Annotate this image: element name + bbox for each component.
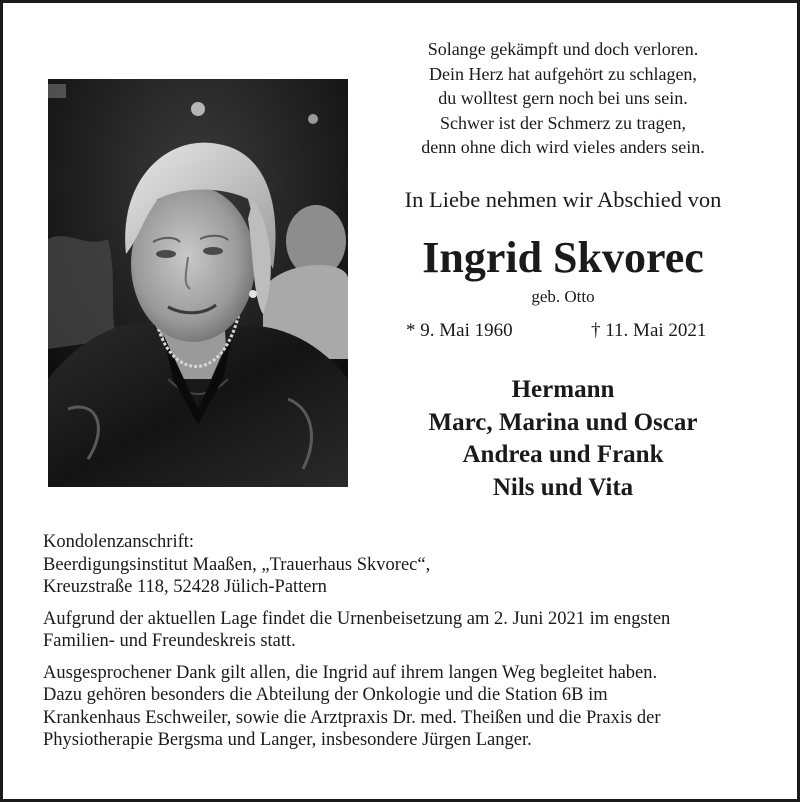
family-line: Hermann bbox=[511, 376, 615, 403]
family-line: Nils und Vita bbox=[492, 473, 634, 501]
poem-line: Solange gekämpft und doch verloren. bbox=[427, 39, 699, 59]
poem-line: Dein Herz hat aufgehört zu schlagen, bbox=[429, 63, 697, 84]
portrait-photo bbox=[48, 79, 348, 487]
burial-notice bbox=[43, 608, 773, 653]
family-members bbox=[363, 374, 763, 504]
thanks-line: Dazu gehören besonders die Abteilung der Onkologie und die Station 6B im bbox=[43, 685, 608, 705]
birth-date: * 9. Mai 1960 bbox=[406, 320, 513, 341]
poem-line: Schwer ist der Schmerz zu tragen, bbox=[440, 112, 686, 133]
thanks-paragraph bbox=[43, 662, 773, 752]
notice-text bbox=[43, 531, 773, 761]
poem-line: du wolltest gern noch bei uns sein. bbox=[438, 88, 688, 108]
condolence-line: Kondolenzanschrift: bbox=[43, 532, 195, 552]
death-date: † 11. Mai 2021 bbox=[591, 320, 707, 341]
farewell-intro: In Liebe nehmen wir Abschied von bbox=[404, 187, 722, 212]
deceased-name: Ingrid Skvorec bbox=[422, 233, 704, 282]
thanks-line: Krankenhaus Eschweiler, sowie die Arztpraxis Dr. med. Theißen und die Praxis der bbox=[43, 707, 661, 728]
poem-line: denn ohne dich wird vieles anders sein. bbox=[421, 137, 705, 157]
condolence-line: Kreuzstraße 118, 52428 Jülich-Pattern bbox=[43, 577, 327, 597]
thanks-line: Physiotherapie Bergsma und Langer, insbesondere Jürgen Langer. bbox=[43, 730, 532, 750]
condolence-line: Beerdigungsinstitut Maaßen, „Trauerhaus Skvorec“, bbox=[43, 554, 431, 575]
maiden-name: geb. Otto bbox=[531, 287, 595, 306]
condolence-address bbox=[43, 531, 773, 599]
burial-line: Familien- und Freundeskreis statt. bbox=[43, 631, 296, 651]
poem-verse bbox=[363, 37, 763, 160]
burial-line: Aufgrund der aktuellen Lage findet die Urnenbeisetzung am 2. Juni 2021 im engsten bbox=[43, 608, 671, 629]
family-line: Andrea und Frank bbox=[462, 441, 664, 468]
thanks-line: Ausgesprochener Dank gilt allen, die Ingrid auf ihrem langen Weg begleitet haben. bbox=[43, 662, 658, 683]
family-line: Marc, Marina und Oscar bbox=[428, 408, 698, 436]
